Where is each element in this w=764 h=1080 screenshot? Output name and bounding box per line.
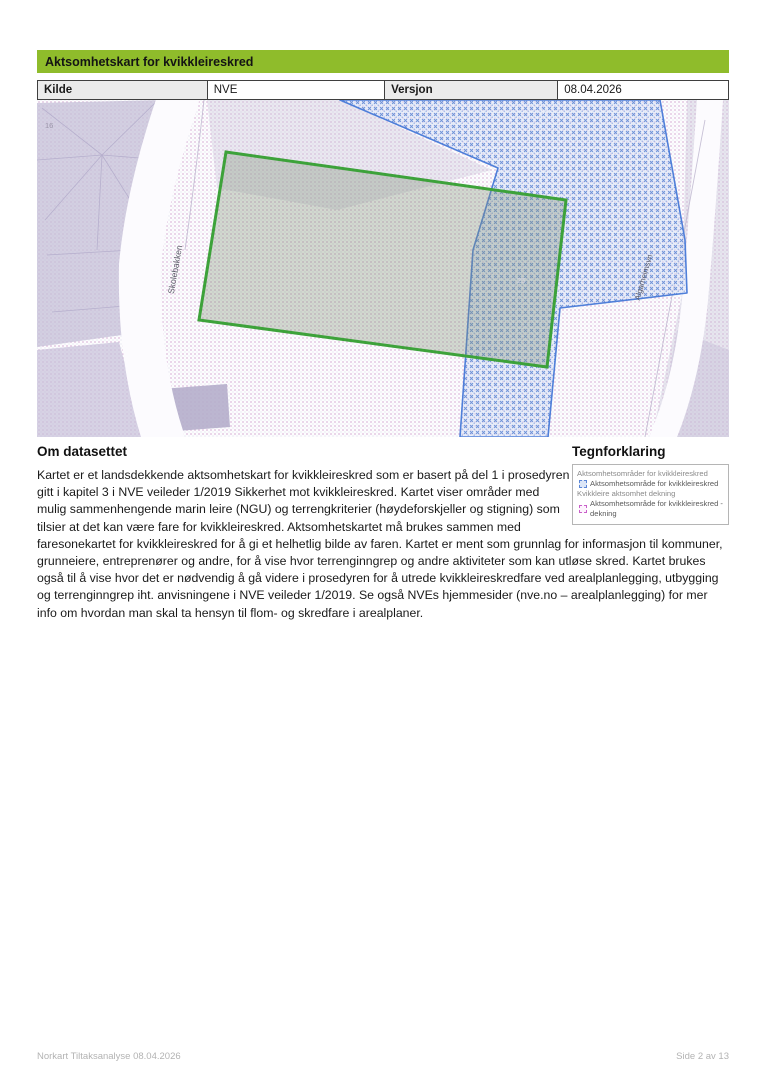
- page-footer: [37, 1051, 729, 1062]
- legend-group-label: Kvikkleire aktsomhet dekning: [577, 489, 676, 498]
- legend-entry-label: Aktsomhetsområde for kvikkleireskred - dekning: [590, 499, 723, 518]
- meta-versjon-label: Versjon: [385, 81, 558, 99]
- about-section: [37, 444, 729, 622]
- legend: [572, 444, 729, 525]
- aktsomhet-area-swatch-icon: [579, 480, 587, 488]
- legend-group-label: Aktsomhetsområder for kvikkleireskred: [577, 469, 708, 478]
- legend-box: [572, 464, 729, 525]
- meta-kilde-label: Kilde: [38, 81, 208, 99]
- map-overlay-svg: [37, 100, 729, 437]
- about-heading: Om datasettet: [37, 444, 128, 459]
- meta-table: [37, 80, 729, 100]
- section-title: Aktsomhetskart for kvikkleireskred: [45, 54, 254, 69]
- road-label-right: Algarheimsvn: [632, 253, 655, 302]
- house-number-25: 25: [517, 276, 526, 285]
- meta-versjon-value: 08.04.2026: [564, 84, 622, 96]
- section-title-bar: [37, 50, 729, 73]
- meta-kilde-value: NVE: [208, 81, 385, 99]
- legend-entry: [577, 479, 724, 489]
- footer-document-info: Norkart Tiltaksanalyse 08.04.2026: [37, 1051, 181, 1062]
- legend-entry-label: Aktsomhetsområde for kvikkleireskred: [590, 479, 719, 488]
- road-label-skolebakken: Skolebakken: [165, 244, 185, 295]
- legend-heading: Tegnforklaring: [572, 444, 666, 459]
- legend-entry: [577, 499, 724, 519]
- footer-page-number: Side 2 av 13: [676, 1051, 729, 1062]
- house-number-16: 16: [45, 121, 54, 130]
- about-body-text: Kartet er et landsdekkende aktsomhetskart for kvikkleireskred som er basert på del 1 i prosedyren gitt i kapitel 3 i NVE veileder 1/2019 Sikkerhet mot kvikkleireskred. Kartet viser områder med mulig sammenhengende marin leire (NGU) og terrengkriterier (høydeforskjeller og stigning) som tilsier at det kan være fare for kvikkleireskred. Aktsomhetskartet må brukes sammen med faresonekartet for kvikkleireskred for å gi et helhetlig bilde av faren. Kartet er ment som grunnlag for informasjon til kommuner, grunneiere, entreprenører og andre, for å vise hvor terrenginngrep og andre aktiviteter som kan utløse skred. Kartet brukes også til å vise hvor det er nødvendig å gå videre i prosedyren for å utrede kvikkleireskredfare ved arealplanlegging, utbygging og terrenginngrep iht. anvisningene i NVE veileder 1/2019. Se også NVEs hjemmesider (nve.no – arealplanlegging) for mer info om hvordan man skal ta hensyn til flom- og skredfare i arealplaner.: [37, 468, 723, 620]
- map-view: [37, 100, 729, 437]
- dekning-area-swatch-icon: [579, 505, 587, 513]
- house-number-27: 27: [540, 107, 549, 116]
